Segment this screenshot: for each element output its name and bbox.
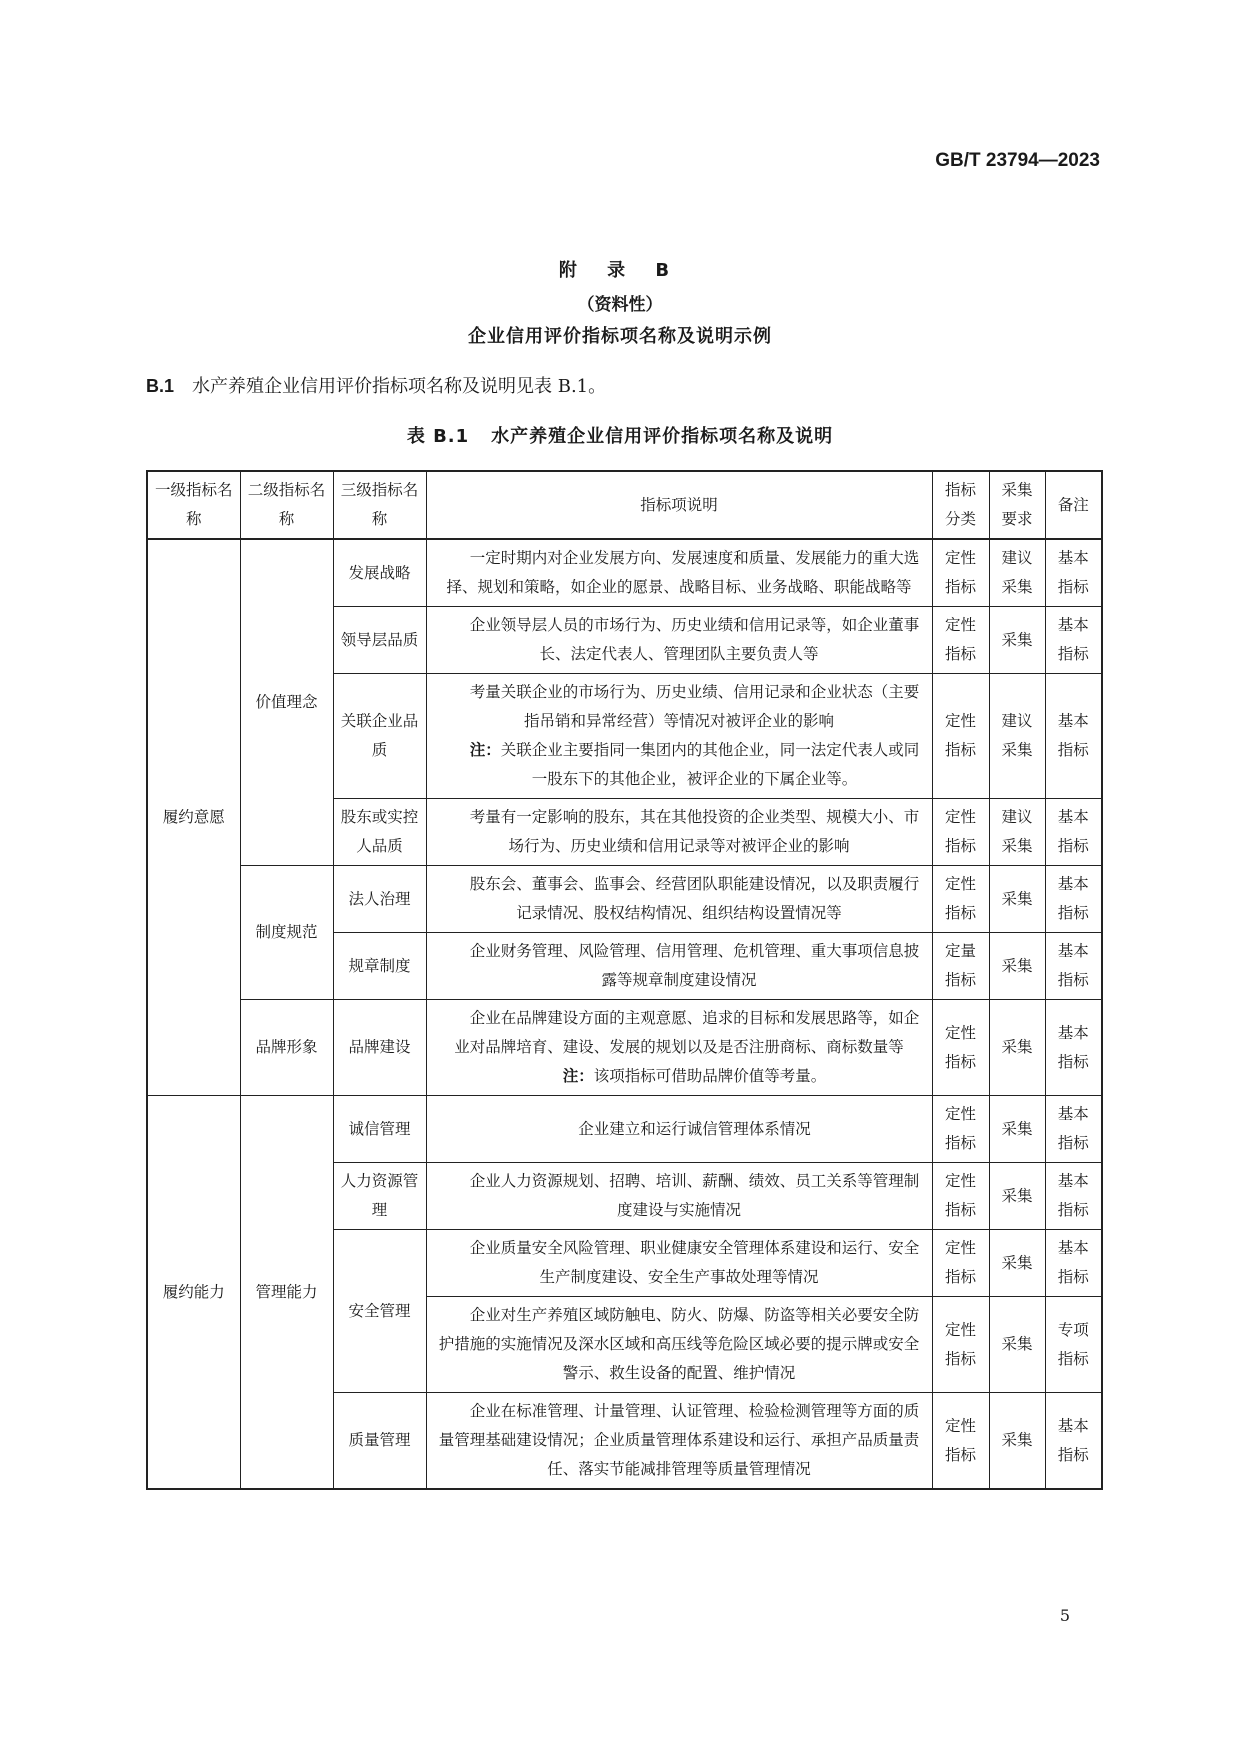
category-cell: 定性指标 (932, 1000, 989, 1096)
remark-cell: 基本指标 (1045, 799, 1102, 866)
category-cell: 定性指标 (932, 1230, 989, 1297)
header-description: 指标项说明 (426, 471, 932, 539)
remark-cell: 基本指标 (1045, 607, 1102, 674)
table-note: 注：该项指标可借助品牌价值等考量。 (562, 1067, 827, 1085)
description-cell: 企业财务管理、风险管理、信用管理、危机管理、重大事项信息披露等规章制度建设情况 (426, 933, 932, 1000)
level3-cell: 安全管理 (333, 1230, 426, 1393)
category-cell: 定性指标 (932, 1393, 989, 1490)
clause-number: B.1 (146, 376, 175, 396)
table-note: 注：关联企业主要指同一集团内的其他企业，同一法定代表人或同一股东下的其他企业，被评企业的下属企业等。 (469, 741, 920, 788)
category-cell: 定性指标 (932, 866, 989, 933)
level3-cell: 质量管理 (333, 1393, 426, 1490)
table-row (147, 866, 1102, 933)
remark-cell: 基本指标 (1045, 1000, 1102, 1096)
remark-cell: 基本指标 (1045, 674, 1102, 799)
header-category: 指标分类 (932, 471, 989, 539)
clause-text: 水产养殖企业信用评价指标项名称及说明见表 B.1。 (192, 376, 607, 397)
level2-cell: 管理能力 (240, 1096, 333, 1490)
remark-cell: 基本指标 (1045, 933, 1102, 1000)
level3-cell: 关联企业品质 (333, 674, 426, 799)
requirement-cell: 采集 (989, 1297, 1045, 1393)
table-caption-number: 表 B.1 (406, 426, 470, 447)
requirement-cell: 采集 (989, 933, 1045, 1000)
category-cell: 定性指标 (932, 1096, 989, 1163)
category-cell: 定性指标 (932, 539, 989, 607)
category-cell: 定量指标 (932, 933, 989, 1000)
remark-cell: 专项指标 (1045, 1297, 1102, 1393)
table-caption-title: 水产养殖企业信用评价指标项名称及说明 (491, 426, 834, 447)
category-cell: 定性指标 (932, 799, 989, 866)
remark-cell: 基本指标 (1045, 1230, 1102, 1297)
category-cell: 定性指标 (932, 1297, 989, 1393)
category-cell: 定性指标 (932, 1163, 989, 1230)
table-caption (0, 422, 1240, 448)
level1-cell: 履约意愿 (147, 539, 240, 1096)
header-level2: 二级指标名称 (240, 471, 333, 539)
header-level1: 一级指标名称 (147, 471, 240, 539)
level3-cell: 发展战略 (333, 539, 426, 607)
description-cell: 企业对生产养殖区域防触电、防火、防爆、防盗等相关必要安全防护措施的实施情况及深水区域和高压线等危险区域必要的提示牌或安全警示、救生设备的配置、维护情况 (426, 1297, 932, 1393)
remark-cell: 基本指标 (1045, 539, 1102, 607)
indicator-table (146, 470, 1103, 1490)
level3-cell: 规章制度 (333, 933, 426, 1000)
annex-nature: （资料性） (577, 295, 663, 315)
description-cell: 企业领导层人员的市场行为、历史业绩和信用记录等，如企业董事长、法定代表人、管理团队主要负责人等 (426, 607, 932, 674)
level1-cell: 履约能力 (147, 1096, 240, 1490)
header-requirement: 采集要求 (989, 471, 1045, 539)
level2-cell: 制度规范 (240, 866, 333, 1000)
annex-title: 附 录 B (558, 260, 682, 281)
description-cell: 一定时期内对企业发展方向、发展速度和质量、发展能力的重大选择、规划和策略，如企业的愿景、战略目标、业务战略、职能战略等 (426, 539, 932, 607)
requirement-cell: 采集 (989, 1163, 1045, 1230)
requirement-cell: 采集 (989, 866, 1045, 933)
header-level3: 三级指标名称 (333, 471, 426, 539)
requirement-cell: 建议采集 (989, 539, 1045, 607)
table-header-row (147, 471, 1102, 539)
description-cell: 企业在品牌建设方面的主观意愿、追求的目标和发展思路等，如企业对品牌培育、建设、发展的规划以及是否注册商标、商标数量等 注：该项指标可借助品牌价值等考量。 (426, 1000, 932, 1096)
remark-cell: 基本指标 (1045, 1163, 1102, 1230)
level3-cell: 品牌建设 (333, 1000, 426, 1096)
level2-cell: 价值理念 (240, 539, 333, 866)
requirement-cell: 采集 (989, 1000, 1045, 1096)
annex-name: 企业信用评价指标项名称及说明示例 (468, 326, 772, 347)
level3-cell: 诚信管理 (333, 1096, 426, 1163)
remark-cell: 基本指标 (1045, 1393, 1102, 1490)
requirement-cell: 采集 (989, 1393, 1045, 1490)
standard-number: GB/T 23794—2023 (935, 150, 1100, 171)
description-cell: 考量有一定影响的股东，其在其他投资的企业类型、规模大小、市场行为、历史业绩和信用记录等对被评企业的影响 (426, 799, 932, 866)
description-cell: 企业在标准管理、计量管理、认证管理、检验检测管理等方面的质量管理基础建设情况；企业质量管理体系建设和运行、承担产品质量责任、落实节能减排管理等质量管理情况 (426, 1393, 932, 1490)
requirement-cell: 建议采集 (989, 799, 1045, 866)
requirement-cell: 采集 (989, 1230, 1045, 1297)
category-cell: 定性指标 (932, 607, 989, 674)
level3-cell: 股东或实控人品质 (333, 799, 426, 866)
table-row (147, 1096, 1102, 1163)
clause-b1 (146, 372, 606, 398)
header-remark: 备注 (1045, 471, 1102, 539)
description-cell: 企业质量安全风险管理、职业健康安全管理体系建设和运行、安全生产制度建设、安全生产事故处理等情况 (426, 1230, 932, 1297)
description-cell: 企业人力资源规划、招聘、培训、薪酬、绩效、员工关系等管理制度建设与实施情况 (426, 1163, 932, 1230)
table-row (147, 539, 1102, 607)
level3-cell: 法人治理 (333, 866, 426, 933)
remark-cell: 基本指标 (1045, 1096, 1102, 1163)
page-number: 5 (1059, 1606, 1070, 1625)
remark-cell: 基本指标 (1045, 866, 1102, 933)
level2-cell: 品牌形象 (240, 1000, 333, 1096)
description-cell: 股东会、董事会、监事会、经营团队职能建设情况，以及职责履行记录情况、股权结构情况、组织结构设置情况等 (426, 866, 932, 933)
requirement-cell: 建议采集 (989, 674, 1045, 799)
requirement-cell: 采集 (989, 1096, 1045, 1163)
requirement-cell: 采集 (989, 607, 1045, 674)
category-cell: 定性指标 (932, 674, 989, 799)
level3-cell: 领导层品质 (333, 607, 426, 674)
table-row (147, 1000, 1102, 1096)
description-cell: 企业建立和运行诚信管理体系情况 (426, 1096, 932, 1163)
description-cell: 考量关联企业的市场行为、历史业绩、信用记录和企业状态（主要指吊销和异常经营）等情况对被评企业的影响 注：关联企业主要指同一集团内的其他企业，同一法定代表人或同一股东下的其他企业，被评企业的下属企业等。 (426, 674, 932, 799)
level3-cell: 人力资源管理 (333, 1163, 426, 1230)
